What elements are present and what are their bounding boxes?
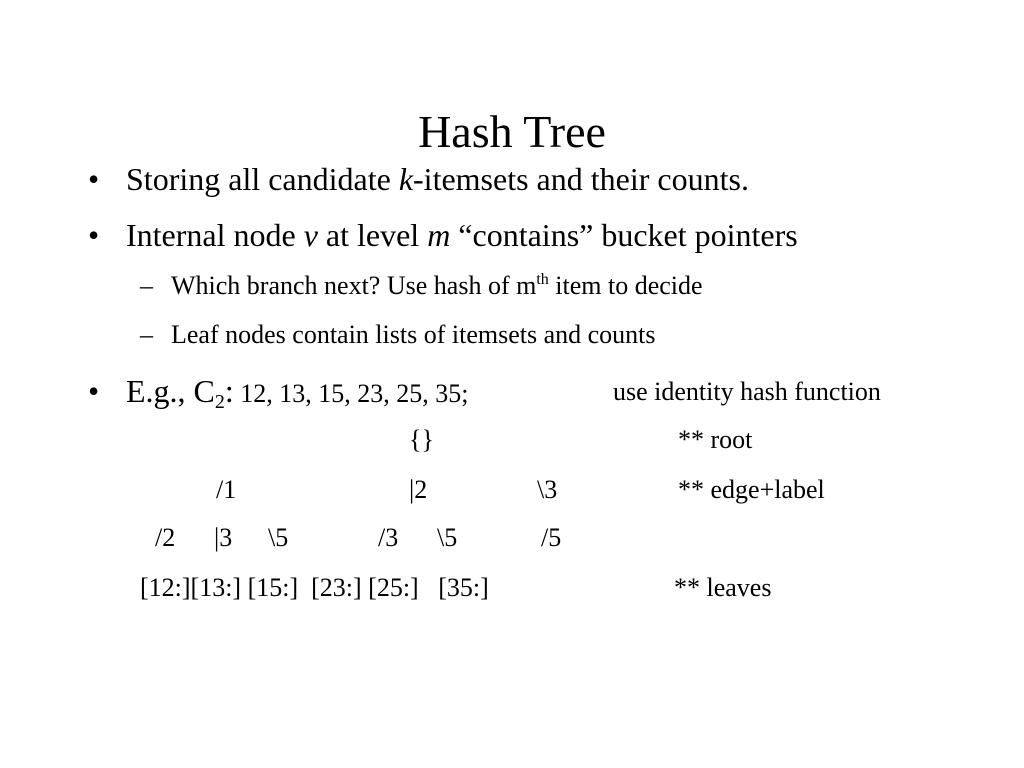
tree-level2-edge: |3: [214, 523, 233, 552]
bullet-text: [126, 215, 798, 255]
bullet-text-part: :: [224, 373, 234, 409]
slide-title: Hash Tree: [418, 106, 606, 157]
tree-level2-edge: \5: [268, 523, 289, 552]
tree-leaves-note: ** leaves: [674, 573, 772, 602]
bullet-text-part: E.g., C: [126, 373, 215, 409]
subbullet-text-part: Which branch next? Use hash of m: [171, 271, 537, 300]
bullet-text-part: at level: [317, 217, 428, 253]
bullet-text-part: Storing all candidate: [126, 161, 399, 197]
subbullet-marker: –: [140, 271, 153, 300]
tree-root-note: ** root: [678, 425, 753, 454]
tree-level1-edge: \3: [537, 475, 558, 504]
tree-level1-edge: |2: [409, 475, 428, 504]
tree-level2-edge: /2: [155, 523, 176, 552]
subbullet-text: [171, 269, 703, 303]
tree-level2-edge: /5: [541, 523, 562, 552]
tree-level2-edge: /3: [378, 523, 399, 552]
subbullet-text: Leaf nodes contain lists of itemsets and counts: [171, 320, 656, 349]
bullet-marker: •: [88, 373, 100, 409]
subbullet-marker: –: [140, 320, 153, 349]
tree-level1-note: ** edge+label: [678, 475, 825, 504]
bullet-text: [126, 159, 749, 199]
subscript-2: 2: [214, 391, 225, 413]
bullet-italic-k: k: [398, 161, 414, 197]
bullet-marker: •: [88, 161, 100, 197]
bullet-text: [126, 371, 469, 414]
subbullet-text-part: item to decide: [548, 271, 703, 300]
tree-level2-edge: \5: [437, 523, 458, 552]
bullet-text-part: “contains” bucket pointers: [450, 217, 798, 253]
tree-root: {}: [409, 425, 434, 454]
tree-level1-edge: /1: [216, 475, 237, 504]
tree-leaves: [12:][13:] [15:] [23:] [25:] [35:]: [140, 573, 489, 602]
bullet-italic-v: v: [303, 217, 318, 253]
bullet-text-part: Internal node: [126, 217, 304, 253]
hash-function-note: use identity hash function: [613, 377, 881, 406]
bullet-text-part: -itemsets and their counts.: [413, 161, 749, 197]
superscript-th: th: [536, 271, 549, 288]
bullet-marker: •: [88, 217, 100, 253]
bullet-italic-m: m: [427, 217, 451, 253]
example-itemsets: 12, 13, 15, 23, 25, 35;: [233, 379, 469, 408]
